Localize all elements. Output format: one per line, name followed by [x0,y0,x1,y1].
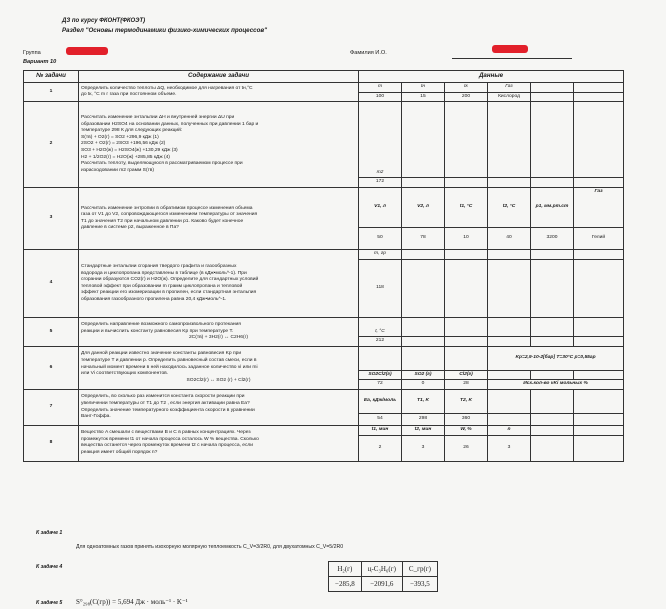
data-value: 3200 [531,228,574,250]
data-header: Cl2(г) [445,370,488,380]
data-header: Ea, кДж/моль [359,390,402,414]
data-value: 172 [359,178,402,188]
task-text: Для данной реакции известно значение константы равновесия Kp при температуре T и давлении p. Определить равновесный состав смеси, если в начальный момент времени в ней находилось заданное количество vi или mi или Vi соответствующих компонентов. SO2Cl2(г) ↔ SO2 (г) + Cl2(г) [79,346,359,389]
task-text: Определить направление возможного самопроизвольного протекания реакции и вычислить константу равновесия Kp при температуре T. 2C(тв) + 3H2(г) ↔ C2H6(г) [79,318,359,347]
enthalpy-header: ц-C₃H₆(г) [361,562,402,577]
task-text: Определить, во сколько раз изменится константа скорости реакции при увеличении температуры от T1 до T2 , если энергия активации равна Ea? Определить значение температурного коэффициента скорости в уравнении Вант-Гоффа. [79,390,359,426]
data-value: 3 [488,435,531,461]
task-number: 6 [24,346,79,389]
data-header: t2, мин [402,426,445,436]
task-number: 2 [24,102,79,188]
data-header: m, гр [359,250,402,260]
data-value: 212 [359,337,402,347]
data-value: 298 [402,414,445,426]
task-text: Стандартные энтальпии сгорания твердого графита и газообразных водорода и циклопропана представлены в таблице (в кДж•моль^-1). При сгорании образуются CO2(г) и H2O(ж). Определите для стандартных условий тепловой эффект при образовании m грамм циклопропана и тепловой эффект реакции его изомеризации в пропилен, если стандартная энтальпия образования газообразного пропилена равна 20,4 кДж•моль^-1. [79,250,359,318]
data-value: 40 [488,228,531,250]
enthalpy-value: −2091,6 [361,577,402,592]
data-header: n [488,426,531,436]
data-value: Кислород [488,92,531,102]
task-text: Определить количество теплоты ΔQ, необходимое для нагревания от tн,°С до tк, °С m г газа при постоянном объеме. [79,83,359,102]
data-header: tк [445,83,488,93]
task-number: 1 [24,83,79,102]
reaction-conditions: Kp=2,9·10-2[бар] T=30°С p=0,55ap [488,346,624,370]
data-value: 118 [359,260,402,318]
data-value: 54 [359,414,402,426]
variant-label: Вариант 10 [23,59,57,65]
data-header: t1, мин [359,426,402,436]
data-header: SO2 (г) [402,370,445,380]
data-value: 360 [445,414,488,426]
task-number: 5 [24,318,79,347]
data-header: m2 [359,102,402,178]
redacted-surname [492,45,528,53]
data-value: 28 [445,380,488,390]
note-task5-title: К задаче 5 [36,600,63,606]
data-header: W, % [445,426,488,436]
data-value: Гелий [574,228,624,250]
data-value: 10 [445,228,488,250]
task-number: 3 [24,188,79,250]
data-value: 100 [359,92,402,102]
header-section: Раздел "Основы термодинамики физико-химических процессов" [62,27,268,34]
data-header: SO2Cl2(г) [359,370,402,380]
redacted-group [66,47,108,55]
data-header: T1, K [402,390,445,414]
task-number: 4 [24,250,79,318]
data-value: 15 [402,92,445,102]
data-header: m [359,83,402,93]
data-value: 78 [402,228,445,250]
note-task1-text: Для одноатомных газов принять изохорную молярную теплоемкость C_V=3/2R0, для двухатомных C_V=5/2R0 [76,544,344,550]
data-header: V1, л [359,188,402,228]
task-number: 8 [24,426,79,462]
enthalpy-value: −393,5 [402,577,437,592]
data-header: Газ [488,83,531,93]
data-value: 26 [445,435,488,461]
data-value: 0 [402,380,445,390]
data-header: T2, K [445,390,488,414]
data-header: t, °С [359,318,402,337]
col-header-num: № задачи [24,71,79,83]
task-text: Вещество A смешали с веществами B и C в равных концентрациях. Через промежуток времени t1 от начала процесса осталось W % вещества. Сколько вещества останется через промежуток времени t2 с начала процесса, если реакция имеет общий порядок n? [79,426,359,462]
enthalpy-value: −285,8 [329,577,362,592]
data-header: p1, мм.рт.ст [531,188,574,228]
enthalpy-header: H₂(г) [329,562,362,577]
data-header: V2, л [402,188,445,228]
data-value: 72 [359,380,402,390]
note-task5-text: S°₂₉₈(C(гр)) = 5,694 Дж · моль⁻¹ · K⁻¹ [76,598,188,606]
note-task4-title: К задаче 4 [36,564,63,570]
task-text: Рассчитать изменение энтропии в обратимом процессе изменения объема газа от V1 до V2, сопровождающегося изменением температуры от значения T1 до значения T2 при начальном давлении p1. Каково будет конечное давление в системе p2, выраженное в Па? [79,188,359,250]
data-value: 3 [402,435,445,461]
data-header: tн [402,83,445,93]
quantity-note: Исх.кол-во νKi мольных % [488,380,624,390]
surname-label: Фамилия И.О. [350,50,387,56]
col-header-data: Данные [359,71,624,83]
enthalpy-table [328,561,438,592]
group-label: Группа [23,50,41,56]
data-header: t1, °С [445,188,488,228]
data-value: 200 [445,92,488,102]
surname-line [452,58,572,59]
task-number: 7 [24,390,79,426]
data-header: t2, °С [488,188,531,228]
note-task1-title: К задаче 1 [36,530,63,536]
task-text: Рассчитать изменение энтальпии ΔH и внутренней энергии ΔU при образовании H2SO4 на основании данных, полученных при давлении 1 бар и температуре 298 К для следующих реакций: S(тв) + O2(г) = SO2 +296,9 кДж (1) 2SO2 + O2(г) = 2SO3 +196,56 кДж (2) SO3 + H2O(ж) = H2SO4(ж) +130,29 кДж (3) H2 + 1/2O2(г) = H2O(ж) +285,85 кДж (4) Рассчитать теплоту, выделяющуюся в рассматриваемом процессе при израсходовании m2 грамм S(тв) [79,102,359,188]
col-header-content: Содержание задачи [79,71,359,83]
data-value: 2 [359,435,402,461]
tasks-table [23,70,624,462]
enthalpy-header: C_гр(г) [402,562,437,577]
data-header: Газ [574,188,624,228]
header-course: ДЗ по курсу ФКОНТ(ФКОЭТ) [62,18,146,24]
data-value: 50 [359,228,402,250]
